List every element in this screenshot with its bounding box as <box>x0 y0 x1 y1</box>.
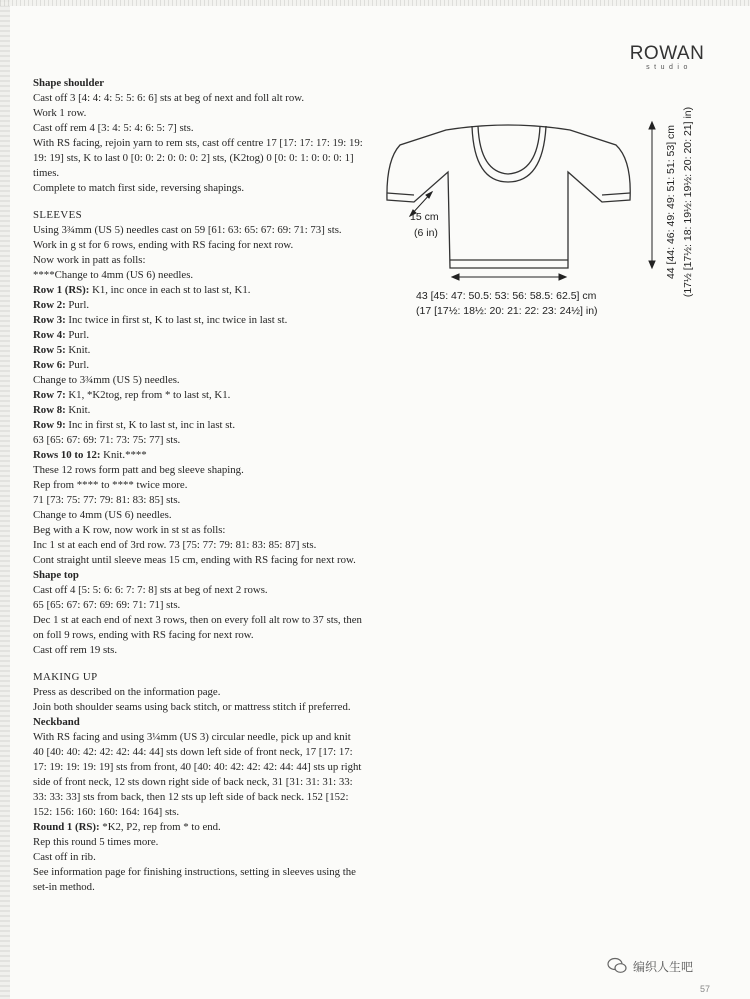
pattern-line <box>33 598 363 613</box>
pattern-line <box>33 730 363 820</box>
length-dimension-arrow <box>649 122 655 268</box>
pattern-line <box>33 865 363 895</box>
pattern-line <box>33 850 363 865</box>
pattern-line <box>33 643 363 658</box>
line-text: 71 [73: 75: 77: 79: 81: 83: 85] sts. <box>33 494 181 506</box>
section-subheading <box>33 76 363 91</box>
line-text: Knit.**** <box>100 449 147 461</box>
line-text: Join both shoulder seams using back stitch, or mattress stitch if preferred. <box>33 701 351 713</box>
row-label: Round 1 (RS): <box>33 821 100 833</box>
line-text: SLEEVES <box>33 209 82 221</box>
line-text: Shape top <box>33 569 79 581</box>
pattern-line <box>33 493 363 508</box>
line-text: Cast off 4 [5: 5: 6: 6: 7: 7: 8] sts at beg of next 2 rows. <box>33 584 268 596</box>
page-number: 57 <box>700 984 711 994</box>
line-text: Cont straight until sleeve meas 15 cm, ending with RS facing for next row. <box>33 554 356 566</box>
sleeve-length-cm: 15 cm <box>410 211 439 223</box>
section-subheading <box>33 715 363 730</box>
scan-edge <box>0 0 10 999</box>
pattern-line <box>33 106 363 121</box>
pattern-line <box>33 268 363 283</box>
line-text: Rep from **** to **** twice more. <box>33 479 188 491</box>
width-dimension-arrow <box>452 274 566 280</box>
line-text: Inc twice in first st, K to last st, inc twice in last st. <box>65 314 288 326</box>
line-text: Dec 1 st at each end of next 3 rows, then on every foll alt row to 37 sts, then on foll 9 rows, ending with RS facing for next row. <box>33 614 362 641</box>
row-label: Row 9: <box>33 419 66 431</box>
pattern-line <box>33 253 363 268</box>
sweater-outline <box>387 125 630 268</box>
pattern-line <box>33 298 363 313</box>
pattern-line <box>33 283 363 298</box>
row-label: Row 8: <box>33 404 66 416</box>
pattern-line <box>33 403 363 418</box>
line-text: These 12 rows form patt and beg sleeve shaping. <box>33 464 244 476</box>
line-text: 65 [65: 67: 67: 69: 69: 71: 71] sts. <box>33 599 181 611</box>
row-label: Row 7: <box>33 389 66 401</box>
brand-logo <box>627 44 707 71</box>
pattern-line <box>33 343 363 358</box>
pattern-line <box>33 91 363 106</box>
pattern-line <box>33 388 363 403</box>
body-length-cm: 44 [44: 46: 49: 49: 51: 51: 53] cm <box>665 124 677 280</box>
line-text: Work 1 row. <box>33 107 87 119</box>
line-text: Inc 1 st at each end of 3rd row. 73 [75: 77: 79: 81: 83: 85: 87] sts. <box>33 539 317 551</box>
body-length-in: (17½ [17½: 18: 19½: 19½: 20: 20: 21] in) <box>682 106 694 298</box>
pattern-line <box>33 478 363 493</box>
row-label: Row 2: <box>33 299 66 311</box>
brand-name: ROWAN <box>629 43 705 64</box>
line-text: Complete to match first side, reversing shapings. <box>33 182 245 194</box>
section-heading <box>33 208 363 223</box>
body-width-in: (17 [17½: 18½: 20: 21: 22: 23: 24½] in) <box>416 305 598 317</box>
pattern-line <box>33 523 363 538</box>
pattern-line <box>33 181 363 196</box>
scan-top-edge <box>0 0 750 6</box>
line-text: Shape shoulder <box>33 77 105 89</box>
row-label: Rows 10 to 12: <box>33 449 101 461</box>
line-text: Rep this round 5 times more. <box>33 836 159 848</box>
line-text: Knit. <box>65 344 91 356</box>
line-text: Change to 4mm (US 6) needles. <box>33 509 172 521</box>
line-text: Cast off rem 4 [3: 4: 5: 4: 6: 5: 7] sts. <box>33 122 194 134</box>
line-text: Purl. <box>65 299 90 311</box>
pattern-line <box>33 700 363 715</box>
pattern-line <box>33 583 363 598</box>
pattern-line <box>33 553 363 568</box>
section-gap <box>33 196 363 208</box>
watermark <box>607 956 693 976</box>
line-text: Neckband <box>33 716 80 728</box>
line-text: With RS facing and using 3¼mm (US 3) circular needle, pick up and knit 40 [40: 40: 42: 42: 42: 44: 44] sts down left side of front neck, 17 [17: 17: 17: 19: 19: 19: 19] sts from front, 40 [40: 40: 42: 42: 42: 44: 44] sts up right side of front neck, 12 sts down right side of back neck, 31 [31: 31: 31: 33: 33: 33: 33] sts from back, then 12 sts up left side of back neck. 152 [152: 152: 156: 160: 160: 164: 164] sts. <box>33 731 362 818</box>
line-text: K1, *K2tog, rep from * to last st, K1. <box>65 389 231 401</box>
line-text: MAKING UP <box>33 671 98 683</box>
sleeve-length-in: (6 in) <box>414 227 438 239</box>
line-text: With RS facing, rejoin yarn to rem sts, cast off centre 17 [17: 17: 17: 19: 19: 19: 19] sts, K to last 0 [0: 0: 2: 0: 0: 0: 2] sts, (K2tog) 0 [0: 0: 1: 0: 0: 0: 1] times. <box>33 137 363 179</box>
pattern-line <box>33 448 363 463</box>
pattern-line <box>33 328 363 343</box>
pattern-line <box>33 508 363 523</box>
pattern-line <box>33 136 363 181</box>
pattern-line <box>33 358 363 373</box>
pattern-line <box>33 223 363 238</box>
line-text: Cast off in rib. <box>33 851 96 863</box>
section-gap <box>33 658 363 670</box>
line-text: ****Change to 4mm (US 6) needles. <box>33 269 194 281</box>
pattern-line <box>33 373 363 388</box>
pattern-line <box>33 433 363 448</box>
pattern-line <box>33 418 363 433</box>
pattern-line <box>33 313 363 328</box>
pattern-line <box>33 685 363 700</box>
line-text: *K2, P2, rep from * to end. <box>99 821 221 833</box>
body-length-in-label <box>678 96 698 308</box>
line-text: Using 3¾mm (US 5) needles cast on 59 [61: 63: 65: 67: 69: 71: 73] sts. <box>33 224 342 236</box>
line-text: Press as described on the information page. <box>33 686 221 698</box>
brand-sub: studio <box>646 64 692 71</box>
pattern-text-column <box>33 76 363 895</box>
pattern-line <box>33 820 363 835</box>
pattern-line <box>33 463 363 478</box>
section-subheading <box>33 568 363 583</box>
line-text: Knit. <box>65 404 91 416</box>
line-text: Beg with a K row, now work in st st as folls: <box>33 524 226 536</box>
watermark-text: 编织人生吧 <box>633 959 694 974</box>
pattern-line <box>33 613 363 643</box>
line-text: K1, inc once in each st to last st, K1. <box>89 284 251 296</box>
line-text: Cast off rem 19 sts. <box>33 644 118 656</box>
pattern-line <box>33 538 363 553</box>
row-label: Row 6: <box>33 359 66 371</box>
line-text: Purl. <box>65 329 90 341</box>
row-label: Row 1 (RS): <box>33 284 90 296</box>
pattern-line <box>33 835 363 850</box>
line-text: Purl. <box>65 359 90 371</box>
line-text: 63 [65: 67: 69: 71: 73: 75: 77] sts. <box>33 434 181 446</box>
body-width-cm: 43 [45: 47: 50.5: 53: 56: 58.5: 62.5] cm <box>416 290 597 302</box>
section-heading <box>33 670 363 685</box>
pattern-line <box>33 121 363 136</box>
pattern-line <box>33 238 363 253</box>
line-text: Inc in first st, K to last st, inc in last st. <box>65 419 236 431</box>
line-text: See information page for finishing instructions, setting in sleeves using the set-in method. <box>33 866 356 893</box>
line-text: Work in g st for 6 rows, ending with RS facing for next row. <box>33 239 294 251</box>
row-label: Row 4: <box>33 329 66 341</box>
line-text: Change to 3¾mm (US 5) needles. <box>33 374 180 386</box>
row-label: Row 3: <box>33 314 66 326</box>
row-label: Row 5: <box>33 344 66 356</box>
chat-bubble-icon <box>607 957 627 975</box>
line-text: Cast off 3 [4: 4: 4: 5: 5: 6: 6] sts at beg of next and foll alt row. <box>33 92 305 104</box>
line-text: Now work in patt as folls: <box>33 254 146 266</box>
